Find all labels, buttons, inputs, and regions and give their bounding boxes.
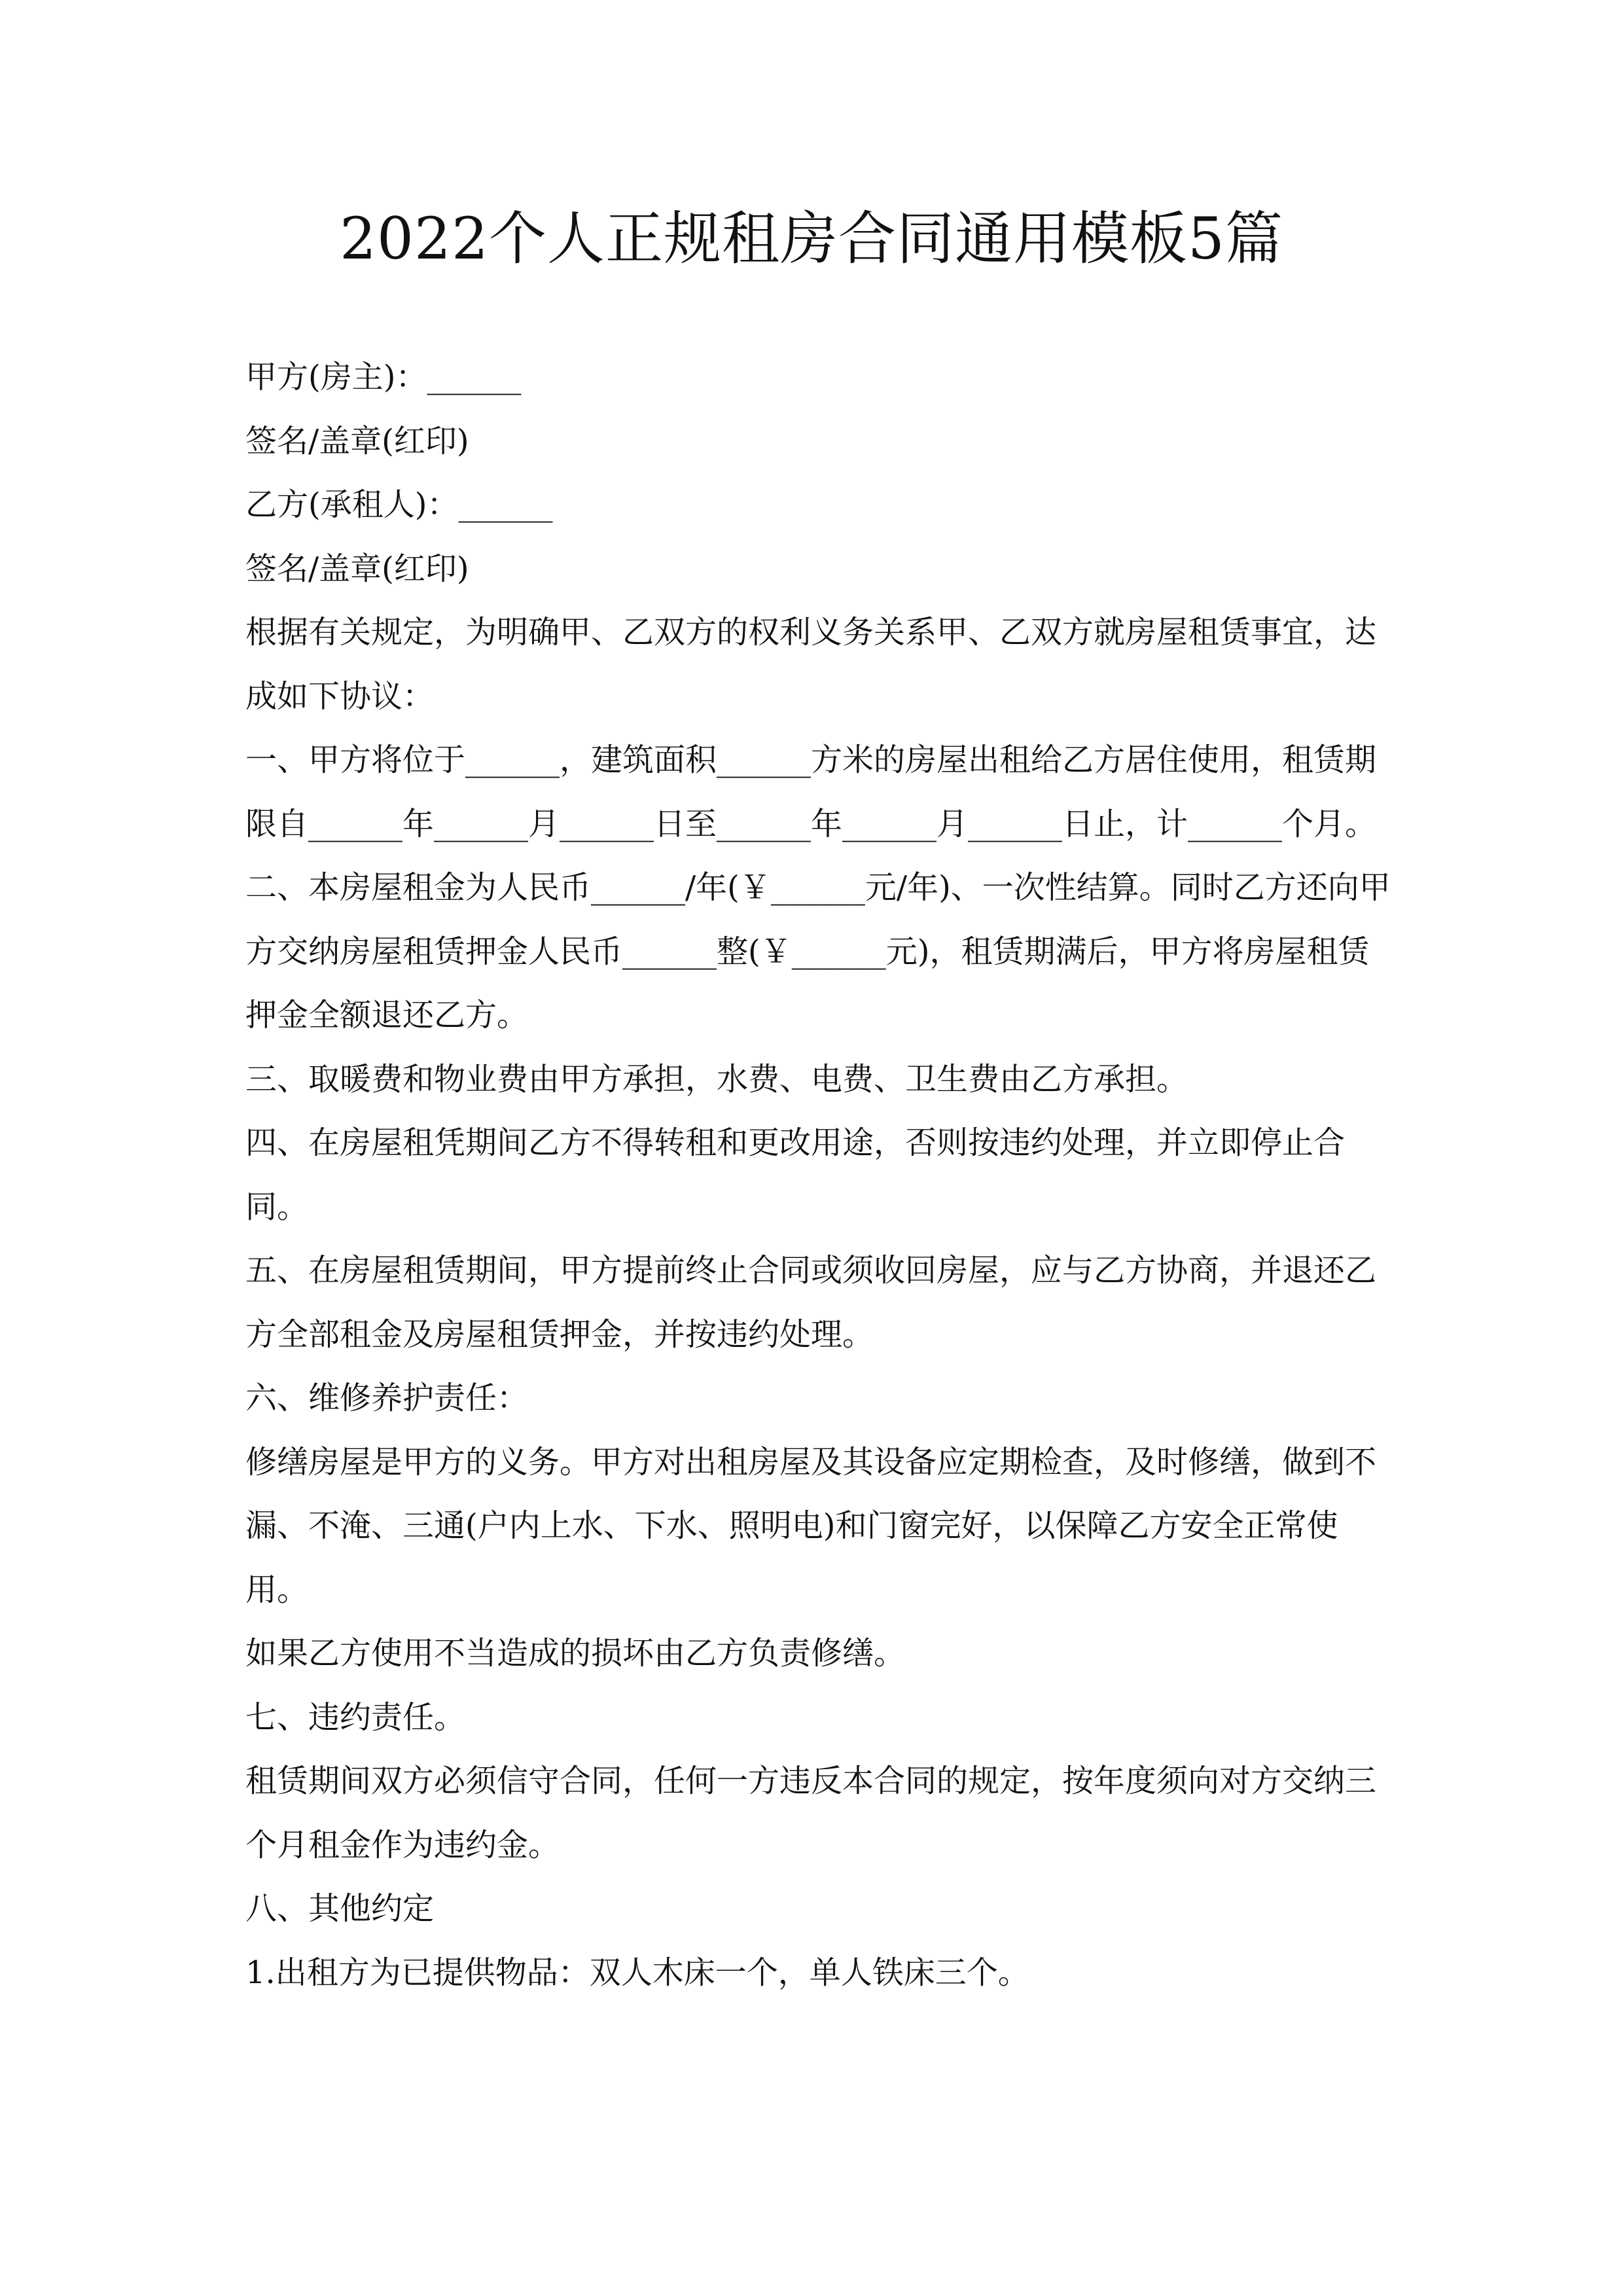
- clause-8-item-1: 1.出租方为已提供物品：双人木床一个，单人铁床三个。: [245, 1954, 1029, 1991]
- clause-8-heading: 八、其他约定: [245, 1890, 435, 1927]
- document-title: 2022个人正规租房合同通用模板5篇: [340, 205, 1283, 272]
- clause-7-body: 租赁期间双方必须信守合同，任何一方违反本合同的规定，按年度须向对方交纳三个月租金作为违约金。: [245, 1763, 1377, 1863]
- clause-6-body: 修缮房屋是甲方的义务。甲方对出租房屋及其设备应定期检查，及时修缮，做到不漏、不淹、三通(户内上水、下水、照明电)和门窗完好，以保障乙方安全正常使用。: [245, 1443, 1377, 1608]
- clause-1: 一、甲方将位于______，建筑面积______方米的房屋出租给乙方居住使用，租赁期限自______年______月______日至______年______月______日止，计______个月。: [245, 742, 1377, 842]
- document-body: [245, 346, 1397, 2005]
- party-a-line: 甲方(房主)：______: [245, 359, 522, 395]
- clause-5: 五、在房屋租赁期间，甲方提前终止合同或须收回房屋，应与乙方协商，并退还乙方全部租金及房屋租赁押金，并按违约处理。: [245, 1252, 1377, 1353]
- clause-2: 二、本房屋租金为人民币______/年(￥______元/年)、一次性结算。同时乙方还向甲方交纳房屋租赁押金人民币______整(￥______元)，租赁期满后，甲方将房屋租赁押金全额退还乙方。: [245, 869, 1391, 1033]
- preamble-paragraph: 根据有关规定，为明确甲、乙双方的权利义务关系甲、乙双方就房屋租赁事宜，达成如下协议：: [245, 614, 1377, 715]
- party-a-signature: 签名/盖章(红印): [245, 422, 469, 459]
- clause-6-heading: 六、维修养护责任：: [245, 1380, 529, 1416]
- clause-7-heading: 七、违约责任。: [245, 1698, 466, 1736]
- clause-4: 四、在房屋租凭期间乙方不得转租和更改用途，否则按违约处理，并立即停止合同。: [245, 1124, 1346, 1225]
- party-b-signature: 签名/盖章(红印): [245, 550, 469, 587]
- party-b-line: 乙方(承租人)：______: [245, 486, 553, 523]
- clause-3: 三、取暖费和物业费由甲方承担，水费、电费、卫生费由乙方承担。: [245, 1060, 1188, 1098]
- clause-6-note: 如果乙方使用不当造成的损坏由乙方负责修缮。: [245, 1635, 906, 1672]
